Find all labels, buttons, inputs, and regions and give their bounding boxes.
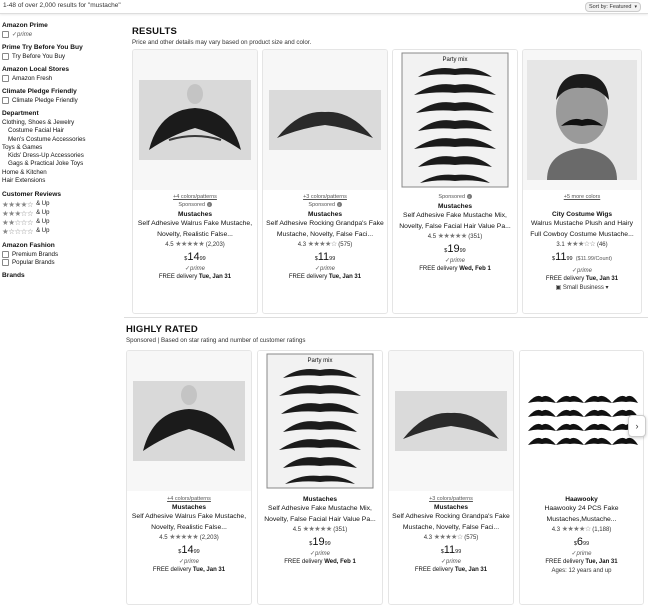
checkbox[interactable] bbox=[2, 97, 9, 104]
star-rating-icon: ★★★★★ bbox=[437, 233, 467, 240]
delivery-info: FREE delivery Tue, Jan 31 bbox=[158, 274, 232, 280]
review-label: & Up bbox=[36, 210, 50, 217]
product-brand: Mustaches bbox=[171, 504, 207, 511]
star-rating-icon: ★★★★★ bbox=[302, 526, 332, 533]
filter-popular-brands[interactable] bbox=[2, 259, 120, 266]
prime-badge: ✓prime bbox=[178, 559, 200, 565]
chevron-right-icon[interactable]: › bbox=[628, 415, 646, 437]
star-rating-icon: ★☆☆☆☆ bbox=[2, 227, 34, 237]
star-rating-icon: ★★☆☆☆ bbox=[2, 218, 34, 228]
filter-label: Premium Brands bbox=[12, 251, 59, 259]
department-link[interactable]: Home & Kitchen bbox=[2, 168, 47, 176]
highly-rated-heading: HIGHLY RATED bbox=[126, 324, 198, 335]
product-image[interactable] bbox=[520, 351, 643, 491]
man-with-mustache-image bbox=[527, 60, 637, 180]
filter-title-try-before: Prime Try Before You Buy bbox=[2, 44, 83, 51]
delivery-info: FREE delivery Wed, Feb 1 bbox=[419, 266, 491, 272]
star-rating-icon: ★★★★☆ bbox=[2, 200, 34, 210]
color-options-link[interactable]: +3 colors/patterns bbox=[429, 496, 473, 502]
color-options-link[interactable]: +4 colors/patterns bbox=[173, 194, 217, 200]
product-title[interactable]: Walrus Mustache Plush and Hairy Full Cowboy Costume Mustache... bbox=[530, 220, 634, 238]
sort-label: Sort by: Featured bbox=[589, 4, 632, 10]
star-rating-icon: ★★★★★ bbox=[175, 241, 205, 248]
product-card[interactable] bbox=[392, 49, 518, 314]
checkbox[interactable] bbox=[2, 251, 9, 258]
info-icon[interactable]: i bbox=[207, 202, 212, 207]
sponsored-label: Sponsored i bbox=[393, 193, 517, 202]
product-image[interactable] bbox=[127, 351, 251, 491]
product-title[interactable]: Self Adhesive Walrus Fake Mustache, Novelty, Realistic False... bbox=[137, 220, 253, 238]
filter-prime[interactable] bbox=[2, 31, 120, 38]
color-options-link[interactable]: +5 more colors bbox=[563, 194, 601, 200]
filter-try-before[interactable] bbox=[2, 53, 120, 60]
delivery-info: FREE delivery Tue, Jan 31 bbox=[152, 567, 226, 573]
age-range: Ages: 12 years and up bbox=[551, 567, 612, 574]
prime-badge: ✓prime bbox=[571, 551, 592, 557]
results-heading: RESULTS bbox=[132, 26, 178, 37]
info-icon[interactable]: i bbox=[467, 194, 472, 199]
department-link[interactable]: Toys & Games bbox=[2, 143, 43, 151]
product-rating[interactable]: 4.3 ★★★★☆ (575) bbox=[297, 241, 353, 248]
product-image[interactable] bbox=[523, 50, 641, 190]
product-rating[interactable]: 3.1 ★★★☆☆ (46) bbox=[556, 241, 608, 248]
results-bar bbox=[0, 0, 648, 14]
product-card[interactable] bbox=[262, 49, 388, 314]
delivery-info: FREE delivery Wed, Feb 1 bbox=[284, 559, 356, 565]
filter-title-department: Department bbox=[2, 110, 39, 117]
results-subheading: Price and other details may vary based on product size and color. bbox=[132, 39, 312, 46]
star-rating-icon: ★★★★☆ bbox=[433, 534, 463, 541]
department-link[interactable]: Hair Extensions bbox=[2, 177, 46, 185]
small-business-badge[interactable]: ▣ Small Business ▾ bbox=[555, 284, 609, 291]
prime-badge: ✓prime bbox=[184, 266, 206, 272]
checkbox[interactable] bbox=[2, 53, 9, 60]
product-title[interactable]: Self Adhesive Fake Mustache Mix, Novelty, False Facial Hair Value Pa... bbox=[399, 212, 511, 230]
product-price[interactable]: $^{\$}6^{99}$ bbox=[573, 536, 590, 548]
mustache-face-image bbox=[269, 90, 381, 150]
product-rating[interactable]: 4.3 ★★★★☆ (1,188) bbox=[551, 526, 612, 533]
delivery-info: FREE delivery Tue, Jan 31 bbox=[545, 559, 618, 565]
star-rating-icon: ★★★★★ bbox=[169, 534, 199, 541]
department-link[interactable]: Costume Facial Hair bbox=[8, 127, 65, 135]
product-brand: Mustaches bbox=[302, 496, 338, 503]
results-count: 1-48 of over 2,000 results for "mustache" bbox=[3, 2, 121, 9]
product-price[interactable]: $^{\$}11^{99}$ bbox=[440, 544, 462, 556]
filter-label: Popular Brands bbox=[12, 259, 55, 267]
department-link[interactable]: Clothing, Shoes & Jewelry bbox=[2, 119, 75, 126]
prime-badge: ✓prime bbox=[571, 268, 593, 274]
prime-logo: ✓prime bbox=[12, 32, 33, 38]
filter-climate-pledge[interactable] bbox=[2, 97, 120, 104]
star-rating-icon: ★★★☆☆ bbox=[2, 209, 34, 219]
delivery-info: FREE delivery Tue, Jan 31 bbox=[414, 567, 488, 573]
product-card[interactable] bbox=[257, 350, 383, 605]
filter-title-climate: Climate Pledge Friendly bbox=[2, 88, 77, 95]
product-card[interactable] bbox=[126, 350, 252, 605]
product-image[interactable] bbox=[389, 351, 513, 491]
product-price[interactable]: $^{\$}14^{99}$ bbox=[184, 251, 206, 263]
review-label: & Up bbox=[36, 201, 50, 208]
department-link[interactable]: Men's Costume Accessories bbox=[8, 135, 86, 143]
product-image[interactable] bbox=[393, 50, 517, 190]
product-card[interactable] bbox=[132, 49, 258, 314]
product-price[interactable]: $^{\$}11^{99}$ ($11.99/Count) bbox=[552, 251, 612, 263]
filter-title-brands: Brands bbox=[2, 272, 25, 280]
filter-title-local-stores: Amazon Local Stores bbox=[2, 66, 70, 73]
sponsored-label: Sponsored i bbox=[263, 201, 387, 210]
product-rating[interactable]: 4.5 ★★★★★ (351) bbox=[292, 526, 348, 533]
info-icon[interactable]: i bbox=[337, 202, 342, 207]
filter-title-prime: Amazon Prime bbox=[2, 22, 48, 29]
checkbox[interactable] bbox=[2, 259, 9, 266]
mustache-face-image bbox=[395, 391, 507, 451]
product-card[interactable] bbox=[388, 350, 514, 605]
sort-dropdown[interactable] bbox=[585, 2, 641, 12]
product-rating[interactable]: 4.5 ★★★★★ (351) bbox=[427, 233, 483, 240]
product-title[interactable]: Self Adhesive Rocking Grandpa's Fake Mustache, Novelty, False Faci... bbox=[266, 220, 384, 238]
product-price[interactable]: $^{\$}19^{99}$ bbox=[444, 243, 466, 255]
product-price[interactable]: $^{\$}11^{99}$ bbox=[314, 251, 336, 263]
prime-badge: ✓prime bbox=[444, 258, 466, 264]
star-rating-icon: ★★★☆☆ bbox=[566, 241, 596, 248]
color-options-link[interactable]: +4 colors/patterns bbox=[167, 496, 211, 502]
product-price[interactable]: $^{\$}19^{99}$ bbox=[309, 536, 331, 548]
prime-badge: ✓prime bbox=[314, 266, 336, 272]
delivery-info: FREE delivery Tue, Jan 31 bbox=[545, 276, 619, 282]
checkbox[interactable] bbox=[2, 31, 9, 38]
color-options-link[interactable]: +3 colors/patterns bbox=[303, 194, 347, 200]
star-rating-icon: ★★★★☆ bbox=[307, 241, 337, 248]
product-brand: Mustaches bbox=[433, 504, 469, 511]
product-rating[interactable]: 4.5 ★★★★★ (2,203) bbox=[159, 534, 219, 541]
filter-sidebar bbox=[2, 22, 120, 320]
review-filter-3[interactable] bbox=[2, 209, 120, 218]
product-title[interactable]: Self Adhesive Fake Mustache Mix, Novelty, False Facial Hair Value Pa... bbox=[264, 505, 376, 523]
filter-amazon-fresh[interactable] bbox=[2, 75, 120, 82]
review-filter-1[interactable] bbox=[2, 227, 120, 236]
delivery-info: FREE delivery Tue, Jan 31 bbox=[288, 274, 362, 280]
product-image[interactable] bbox=[258, 351, 382, 491]
product-brand: Haawooky bbox=[565, 496, 598, 503]
product-title[interactable]: Haawooky 24 PCS Fake Mustaches,Mustache... bbox=[544, 505, 619, 523]
review-label: & Up bbox=[36, 219, 50, 226]
filter-title-fashion: Amazon Fashion bbox=[2, 242, 55, 250]
prime-badge: ✓prime bbox=[309, 551, 331, 557]
filter-premium-brands[interactable] bbox=[2, 251, 120, 258]
product-card[interactable] bbox=[522, 49, 642, 314]
product-title[interactable]: Self Adhesive Rocking Grandpa's Fake Mustache, Novelty, False Faci... bbox=[392, 513, 510, 531]
sponsored-label: Sponsored i bbox=[133, 201, 257, 210]
mustache-mix-image bbox=[400, 51, 510, 189]
product-image[interactable] bbox=[263, 50, 387, 190]
product-rating[interactable]: 4.5 ★★★★★ (2,203) bbox=[165, 241, 225, 248]
filter-label: Amazon Fresh bbox=[12, 75, 53, 82]
checkbox[interactable] bbox=[2, 75, 9, 82]
product-image[interactable] bbox=[133, 50, 257, 190]
product-brand: Mustaches bbox=[307, 211, 343, 218]
mustache-face-image bbox=[139, 80, 251, 160]
highly-rated-subheading: Sponsored | Based on star rating and number of customer ratings bbox=[126, 337, 306, 344]
filter-label: Try Before You Buy bbox=[12, 53, 66, 60]
party-mix-label: Party mix bbox=[307, 358, 333, 364]
product-brand: City Costume Wigs bbox=[551, 211, 613, 218]
department-link[interactable]: Gags & Practical Joke Toys bbox=[8, 160, 84, 168]
chevron-down-icon: ▾ bbox=[634, 4, 637, 10]
party-mix-label: Party mix bbox=[442, 57, 468, 63]
mustache-mix-image bbox=[265, 352, 375, 490]
star-rating-icon: ★★★★☆ bbox=[561, 526, 591, 533]
filter-label: Climate Pledge Friendly bbox=[12, 97, 78, 104]
product-brand: Mustaches bbox=[437, 203, 473, 210]
product-price[interactable]: $^{\$}14^{99}$ bbox=[178, 544, 200, 556]
product-card[interactable] bbox=[519, 350, 644, 605]
review-filter-4[interactable] bbox=[2, 200, 120, 209]
prime-badge: ✓prime bbox=[440, 559, 462, 565]
mustache-face-image bbox=[133, 381, 245, 461]
product-brand: Mustaches bbox=[177, 211, 213, 218]
review-label: & Up bbox=[36, 228, 50, 235]
product-title[interactable]: Self Adhesive Walrus Fake Mustache, Novelty, Realistic False... bbox=[131, 513, 247, 531]
product-rating[interactable]: 4.3 ★★★★☆ (575) bbox=[423, 534, 479, 541]
department-link[interactable]: Kids' Dress-Up Accessories bbox=[8, 152, 84, 160]
section-divider bbox=[124, 317, 648, 318]
mustache-set-image bbox=[526, 391, 638, 451]
filter-title-reviews: Customer Reviews bbox=[2, 191, 61, 199]
review-filter-2[interactable] bbox=[2, 218, 120, 227]
